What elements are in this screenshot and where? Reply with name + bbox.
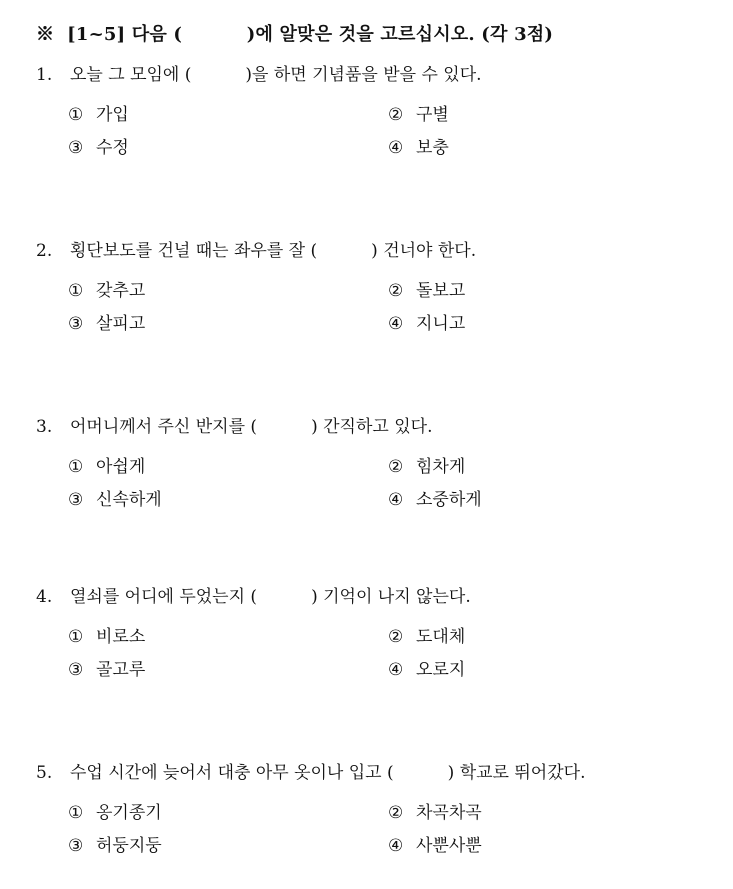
option-mark: ① [68, 281, 84, 301]
options-grid [36, 102, 726, 168]
question-stem [36, 62, 726, 88]
option-text: 수정 [96, 138, 129, 158]
options-grid [36, 278, 726, 344]
option-mark: ④ [388, 138, 404, 158]
option-mark: ④ [388, 314, 404, 334]
option-text: 허둥지둥 [96, 836, 162, 856]
option-2[interactable] [388, 278, 465, 304]
question-2 [36, 238, 726, 344]
question-text: 횡단보도를 건널 때는 좌우를 잘 ( ) 건너야 한다. [70, 241, 477, 261]
question-stem [36, 584, 726, 610]
option-text: 비로소 [96, 627, 146, 647]
option-text: 갖추고 [96, 281, 146, 301]
question-stem [36, 414, 726, 440]
question-stem [36, 238, 726, 264]
question-text: 오늘 그 모임에 ( )을 하면 기념품을 받을 수 있다. [70, 65, 482, 85]
option-mark: ② [388, 627, 404, 647]
option-text: 보충 [416, 138, 449, 158]
option-mark: ③ [68, 660, 84, 680]
option-3[interactable] [68, 311, 145, 337]
option-text: 옹기종기 [96, 803, 162, 823]
question-3 [36, 414, 726, 520]
option-text: 구별 [416, 105, 449, 125]
option-mark: ② [388, 105, 404, 125]
option-3[interactable] [68, 657, 145, 683]
question-number: 1. [36, 65, 53, 85]
question-number: 4. [36, 587, 53, 607]
option-text: 지니고 [416, 314, 466, 334]
option-text: 신속하게 [96, 490, 162, 510]
question-text: 열쇠를 어디에 두었는지 ( ) 기억이 나지 않는다. [70, 587, 471, 607]
option-mark: ④ [388, 836, 404, 856]
option-text: 오로지 [416, 660, 466, 680]
option-mark: ① [68, 105, 84, 125]
option-4[interactable] [388, 657, 465, 683]
option-mark: ② [388, 803, 404, 823]
option-1[interactable] [68, 278, 145, 304]
option-mark: ② [388, 457, 404, 477]
option-2[interactable] [388, 454, 465, 480]
option-3[interactable] [68, 487, 162, 513]
option-4[interactable] [388, 135, 449, 161]
option-mark: ③ [68, 490, 84, 510]
question-4 [36, 584, 726, 690]
option-3[interactable] [68, 135, 129, 161]
question-number: 3. [36, 417, 53, 437]
option-text: 사뿐사뿐 [416, 836, 482, 856]
option-2[interactable] [388, 800, 482, 826]
option-mark: ① [68, 457, 84, 477]
options-grid [36, 624, 726, 690]
option-3[interactable] [68, 833, 162, 859]
question-stem [36, 760, 726, 786]
instruction-heading: ※ [1~5] 다음 ( )에 알맞은 것을 고르십시오. (각 3점) [36, 24, 554, 45]
option-1[interactable] [68, 454, 145, 480]
option-text: 가입 [96, 105, 129, 125]
options-grid [36, 454, 726, 520]
option-1[interactable] [68, 624, 145, 650]
options-grid [36, 800, 726, 866]
option-1[interactable] [68, 800, 162, 826]
option-4[interactable] [388, 311, 465, 337]
option-text: 소중하게 [416, 490, 482, 510]
option-4[interactable] [388, 833, 482, 859]
question-number: 2. [36, 241, 53, 261]
option-mark: ① [68, 803, 84, 823]
option-text: 살피고 [96, 314, 146, 334]
option-mark: ③ [68, 138, 84, 158]
option-mark: ③ [68, 836, 84, 856]
option-1[interactable] [68, 102, 129, 128]
question-text: 수업 시간에 늦어서 대충 아무 옷이나 입고 ( ) 학교로 뛰어갔다. [70, 763, 586, 783]
option-mark: ③ [68, 314, 84, 334]
option-text: 도대체 [416, 627, 466, 647]
option-mark: ① [68, 627, 84, 647]
option-text: 차곡차곡 [416, 803, 482, 823]
question-1 [36, 62, 726, 168]
question-5 [36, 760, 726, 866]
option-mark: ② [388, 281, 404, 301]
option-2[interactable] [388, 102, 449, 128]
question-text: 어머니께서 주신 반지를 ( ) 간직하고 있다. [70, 417, 433, 437]
option-text: 골고루 [96, 660, 146, 680]
option-text: 돌보고 [416, 281, 466, 301]
option-text: 아쉽게 [96, 457, 146, 477]
option-2[interactable] [388, 624, 465, 650]
option-text: 힘차게 [416, 457, 466, 477]
question-number: 5. [36, 763, 53, 783]
option-mark: ④ [388, 660, 404, 680]
option-4[interactable] [388, 487, 482, 513]
option-mark: ④ [388, 490, 404, 510]
